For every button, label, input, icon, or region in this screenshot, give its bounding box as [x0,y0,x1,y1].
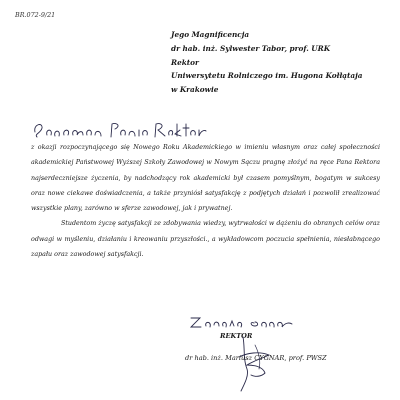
body-paragraph: Studentom życzę satysfakcji ze zdobywania wiedzy, wytrwałości w dążeniu do obranych celów oraz odwagi w myśleniu, działaniu i kreowaniu przyszłości., a wykładowcom poczucia spełnienia, niesłabnącego zapału oraz zawodowej satysfakcji. [31,220,380,259]
reference-number: BR.072-9/21 [15,11,56,19]
addressee-line: dr hab. inż. Sylwester Tabor, prof. URK [171,43,331,53]
signatory-name: dr hab. inż. Mariusz CYGNAR, prof. PWSZ [185,354,327,362]
letter-body [31,140,380,262]
addressee-line: Uniwersytetu Rolniczego im. Hugona Kołłątaja [171,71,363,81]
addressee-line: w Krakowie [171,85,219,95]
handwritten-closing [188,313,298,331]
signatory-title: REKTOR [220,332,253,340]
addressee-line: Rektor [171,57,199,67]
body-paragraph: z okazji rozpoczynającego się Nowego Roku Akademickiego w imieniu własnym oraz całej społeczności akademickiej Państwowej Wyższej Szkoły Zawodowej w Nowym Sączu pragnę złożyć na ręce Pana Rektora najserdeczniejsze życzenia, by nadchodzący rok akademicki był czasem pomyślnym, bogatym w sukcesy oraz nowe ciekawe doświadczenia, a także przyniósł satysfakcję z podjętych działań i pozwolił zrealizować wszystkie plany, zarówno w sferze zawodowej, jak i prywatnej. [31,144,380,213]
addressee-block [171,28,391,97]
handwritten-salutation [31,118,211,140]
addressee-line: Jego Magnificencja [171,30,250,39]
handwritten-signature [225,335,285,395]
